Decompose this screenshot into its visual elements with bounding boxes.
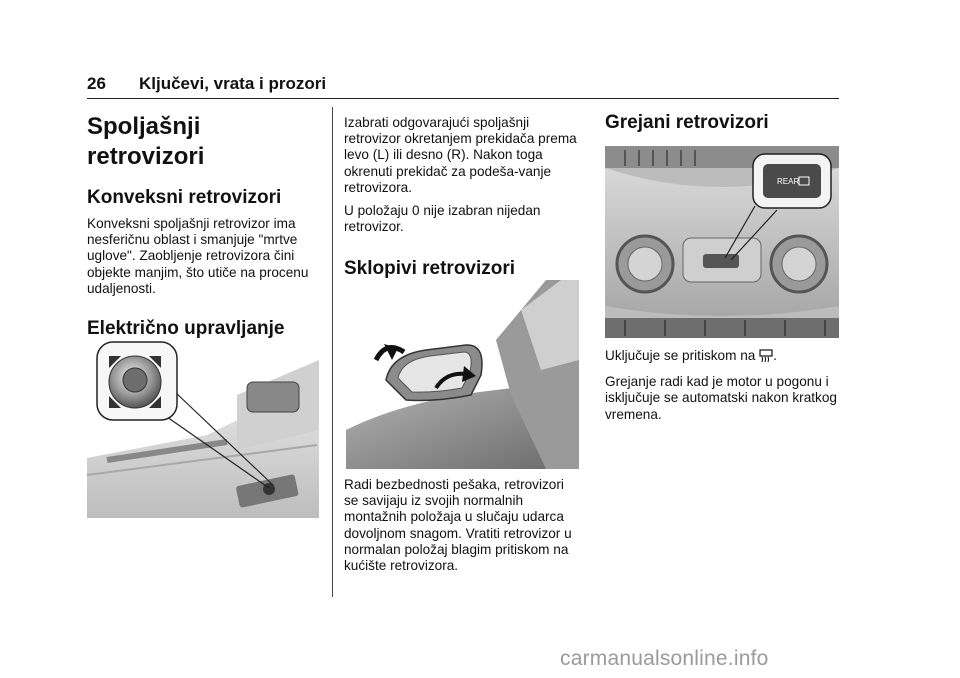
convex-heading: Konveksni retrovizori [87, 187, 282, 208]
heating-body-2: Grejanje radi kad je motor u pogonu i isključuje se automatski nakon kratkog vremena. [605, 374, 837, 422]
column-middle [344, 105, 580, 281]
figure-mirror-control [87, 340, 319, 518]
folding-body: Radi bezbednosti pešaka, retrovizori se savijaju iz svojih normalnih montažnih položaja u slučaju udarca dovoljnom snagom. Vratiti retrovizor u normalan položaj blagim pritiskom na kućište retrovizora. [344, 477, 572, 574]
heating-body-1-end: . [773, 348, 777, 363]
rear-button-label: REAR [777, 177, 800, 186]
column-right [605, 105, 841, 135]
select-mirror-body: Izabrati odgovarajući spoljašnji retrovizor okretanjem prekidača prema levo (L) ili desno (R). Nakon toga okrenuti prekidač za podeša-vanje retrovizora. [344, 115, 577, 195]
zero-position-body: U položaju 0 nije izabran nijedan retrovizor. [344, 203, 541, 235]
heating-body-1-text: Uključuje se pritiskom na [605, 348, 756, 363]
electric-heading-line1: Električno upravljanje [87, 318, 285, 340]
folding-body-wrap [344, 477, 580, 574]
heating-body-1 [605, 348, 841, 367]
chapter-title: Ključevi, vrata i prozori [139, 74, 327, 93]
rear-defrost-icon [759, 349, 773, 367]
column-left [87, 105, 319, 365]
page-number: 26 [87, 74, 106, 93]
figure-heated-mirror-button [605, 146, 839, 338]
heating-heading: Grejani retrovizori [605, 112, 769, 133]
watermark: carmanualsonline.info [560, 647, 769, 670]
column-divider [332, 107, 333, 597]
heating-body-wrap [605, 348, 841, 423]
figure-folding-mirror [346, 280, 579, 469]
page-header [87, 72, 839, 99]
folding-heading: Sklopivi retrovizori [344, 258, 516, 280]
section-title: Spoljašnji retrovizori [87, 113, 205, 170]
convex-body: Konveksni spoljašnji retrovizor ima nesferičnu oblast i smanjuje "mrtve uglove". Zaobljenje retrovizora čini objekte manjim, što utiče na procenu udaljenosti. [87, 216, 309, 296]
